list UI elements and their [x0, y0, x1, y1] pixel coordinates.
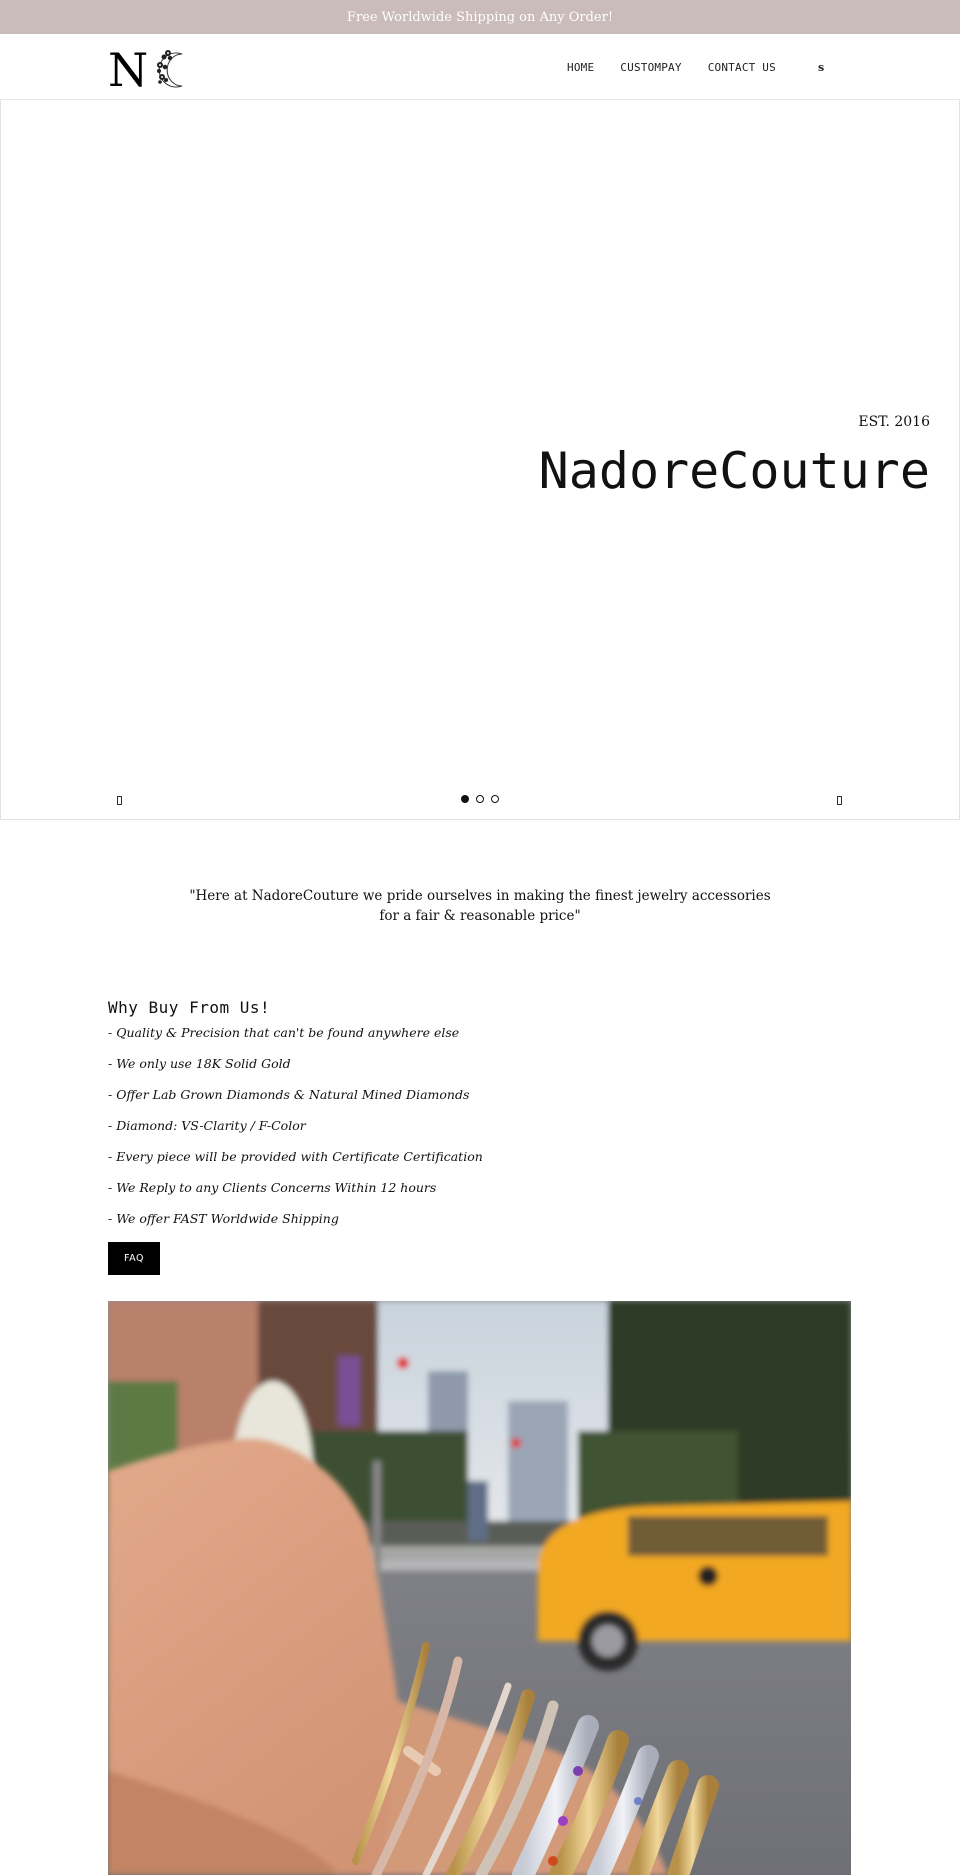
slide-dots — [461, 795, 499, 803]
brand-quote — [0, 886, 960, 926]
list-item: - We offer FAST Worldwide Shipping — [108, 1211, 339, 1226]
nav-contact-us[interactable]: CONTACT US — [707, 61, 776, 74]
list-item: - Every piece will be provided with Certificate Certification — [108, 1149, 483, 1164]
list-item: - Quality & Precision that can't be found anywhere else — [108, 1025, 460, 1040]
slide-dot-3[interactable] — [491, 795, 499, 803]
chevron-right-icon[interactable] — [837, 796, 842, 805]
slide-dot-2[interactable] — [476, 795, 484, 803]
faq-button[interactable]: FAQ — [108, 1242, 160, 1275]
announcement-text: Free Worldwide Shipping on Any Order! — [346, 9, 614, 25]
quote-line-2: for a fair & reasonable price" — [379, 908, 581, 924]
why-buy-list — [108, 1025, 868, 1242]
list-item: - Offer Lab Grown Diamonds & Natural Mined Diamonds — [108, 1087, 470, 1102]
hero-tagline: EST. 2016 — [858, 414, 930, 430]
hero-title: NadoreCouture — [538, 442, 930, 500]
nav-custompay[interactable]: CUSTOMPAY — [620, 61, 682, 74]
why-buy-title: Why Buy From Us! — [108, 998, 271, 1017]
svg-text:N: N — [108, 46, 149, 90]
photo-illustration — [108, 1301, 851, 1875]
bracelet-photo — [108, 1301, 851, 1875]
list-item: - We Reply to any Clients Concerns Within 12 hours — [108, 1180, 437, 1195]
hero-slideshow — [0, 100, 960, 820]
quote-line-1: "Here at NadoreCouture we pride ourselves in making the finest jewelry accessories — [189, 888, 771, 904]
why-buy-section — [108, 998, 868, 1242]
announcement-bar — [0, 0, 960, 34]
list-item: - We only use 18K Solid Gold — [108, 1056, 291, 1071]
logo[interactable] — [108, 46, 190, 90]
site-header — [0, 34, 960, 100]
nav-home[interactable]: HOME — [567, 61, 595, 74]
chevron-left-icon[interactable] — [117, 796, 122, 805]
slide-dot-1[interactable] — [461, 795, 469, 803]
main-nav — [567, 61, 824, 74]
search-icon[interactable]: s — [817, 61, 825, 74]
list-item: - Diamond: VS-Clarity / F-Color — [108, 1118, 306, 1133]
logo-icon — [108, 46, 190, 90]
